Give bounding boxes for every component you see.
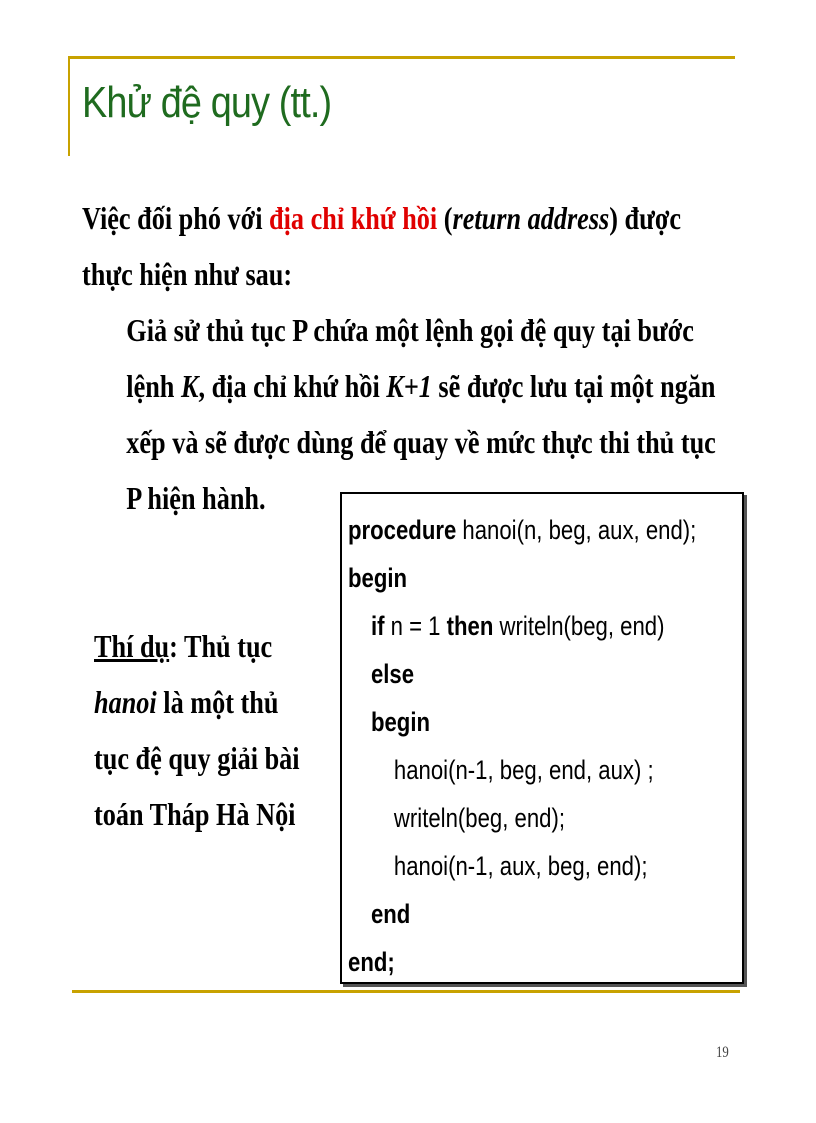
code-line: end; [348, 947, 395, 977]
paragraph-stack: Giả sử thủ tục P chứa một lệnh gọi đệ quy tại bước lệnh K, địa chỉ khứ hồi K+1 sẽ được lưu tại một ngăn xếp và sẽ được dùng để quay về mức thực thi thủ tục P hiện hành. [126, 312, 716, 516]
example-italic: hanoi [94, 684, 157, 720]
slide-title: Khử đệ quy (tt.) [82, 78, 332, 127]
example-label: Thí dụ [94, 628, 170, 664]
code-line: begin [370, 707, 430, 737]
code-line: begin [348, 563, 408, 593]
paragraph-return-address: Việc đối phó với địa chỉ khứ hồi (return address) được thực hiện như sau: [82, 200, 682, 292]
page-number: 19 [716, 1044, 729, 1061]
code-line: writeln(beg, end); [393, 803, 565, 833]
bottom-rule [72, 990, 740, 993]
code-line: procedure hanoi(n, beg, aux, end); [348, 515, 697, 545]
italic-term: return address [452, 200, 610, 236]
code-line: hanoi(n-1, aux, beg, end); [393, 851, 648, 881]
code-line: end [370, 899, 411, 929]
code-line: if n = 1 then writeln(beg, end) [370, 611, 665, 641]
top-rule [70, 56, 735, 59]
code-line: else [370, 659, 415, 689]
code-line: hanoi(n-1, beg, end, aux) ; [393, 755, 654, 785]
body-text [82, 190, 730, 526]
example-text: Thí dụ: Thủ tục hanoi là một thủ tục đệ quy giải bài toán Tháp Hà Nội [94, 628, 300, 832]
highlight-term: địa chỉ khứ hồi [269, 200, 438, 236]
code-listing [348, 506, 696, 986]
left-rule [68, 56, 70, 156]
code-box [340, 492, 744, 984]
